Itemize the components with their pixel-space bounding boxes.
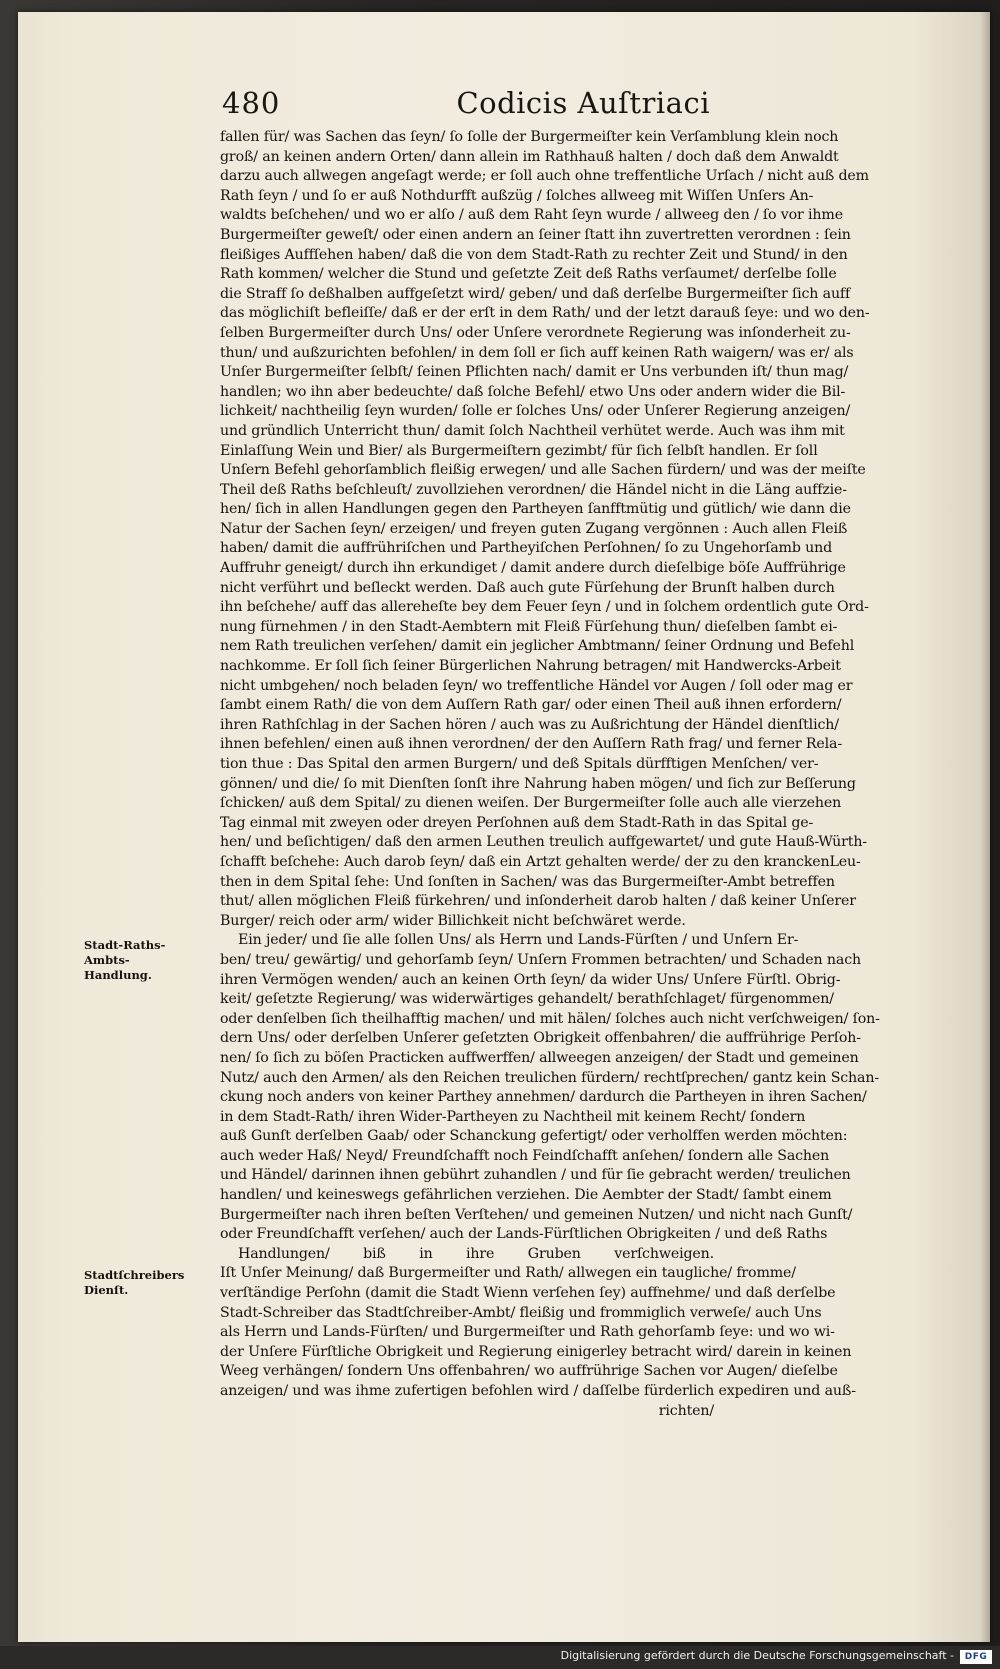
text-line: ſelben Burgermeiſter durch Uns/ oder Unſere verordnete Regierung was inſonderheit zu- [220, 324, 851, 341]
text-line: hen/ und beſichtigen/ daß den armen Leuthen treulich auffgewartet/ und gute Hauß-Würth- [220, 834, 867, 851]
text-line: nicht umbgehen/ noch beladen ſeyn/ wo treffentliche Händel vor Augen / ſoll oder mag er [220, 677, 853, 694]
footer-bar [0, 1646, 1000, 1669]
text-line: Nutz/ auch den Armen/ als den Reichen treulichen fürdern/ rechtſprechen/ gantz kein Schan- [220, 1069, 879, 1086]
body-text [220, 128, 880, 1421]
text-line: die Straff ſo deßhalben auffgeſetzt wird/ geben/ und daß derſelbe Burgermeiſter ſich auff [220, 285, 851, 302]
text-line: das möglichiſt befleiſſe/ daß er der erſt in dem Rath/ und der letzt darauß ſeye: und wo den- [220, 305, 870, 322]
text-line: haben/ damit die auffrühriſchen und Partheyiſchen Perſohnen/ ſo zu Ungehorſamb und [220, 540, 833, 557]
text-line: Stadt-Schreiber das Stadtſchreiber-Ambt/ fleißig und frommiglich verweſe/ auch Uns [220, 1304, 822, 1321]
text-line: in dem Stadt-Rath/ ihren Wider-Partheyen zu Nachtheil mit keinem Recht/ ſondern [220, 1108, 806, 1125]
page-number: 480 [222, 86, 281, 120]
text-line: Unſern Befehl gehorſamblich fleißig erwegen/ und alle Sachen fürdern/ und was der meiſte [220, 462, 866, 479]
text-line: lichkeit/ nachtheilig ſeyn wurden/ ſolle er ſolches Uns/ oder Unſerer Regierung anzeigen/ [220, 403, 851, 420]
text-line: hen/ ſich in allen Handlungen gegen den Partheyen ſanfftmütig und gütlich/ wie dann die [220, 501, 851, 518]
marginal-note-line: Stadtſchreibers [84, 1268, 185, 1282]
text-line: verſtändige Perſohn (damit die Stadt Wienn verſehen ſey) auffnehme/ und daß derſelbe [220, 1285, 836, 1302]
text-line: tion thue : Das Spital den armen Burgern/ und deß Spitals dürfftigen Menſchen/ ver- [220, 756, 819, 772]
text-line: richten/ [658, 1402, 714, 1419]
page-header [222, 86, 710, 126]
text-line: dern Uns/ oder derſelben Unſerer geſetzten Obrigkeit offenbahren/ die auffrührige Perſoh- [220, 1030, 861, 1047]
text-line: Rath ſeyn / und ſo er auß Nothdurfft außzüg / ſolches allweeg mit Wiſſen Unſers An- [220, 187, 814, 204]
text-line: und Händel/ darinnen ihnen gebührt zuhandlen / und für ſie gebracht werden/ treulichen [220, 1167, 851, 1184]
text-line: Iſt Unſer Meinung/ daß Burgermeiſter und Rath/ allwegen ein taugliche/ fromme/ [220, 1265, 796, 1282]
text-line: nicht verführt und beſleckt werden. Daß auch gute Fürſehung der Brunſt halben durch [220, 579, 835, 596]
text-line: anzeigen/ und was ihme zufertigen befohlen wird / daſſelbe fürderlich expediren und auß- [220, 1383, 856, 1399]
text-line: Auffruhr geneigt/ durch ihn erkundiget / damit andere durch dieſelbige böſe Auffrührige [220, 560, 846, 577]
text-line: handlen; wo ihn aber bedeuchte/ daß ſolche Befehl/ etwo Uns oder andern wider die Bil- [220, 383, 846, 400]
text-line: Weeg verhängen/ ſondern Uns offenbahren/ wo auffrührige Sachen vor Augen/ dieſelbe [220, 1363, 838, 1380]
text-line: ckung noch anders von keiner Parthey annehmen/ dardurch die Partheyen in ihren Sachen/ [220, 1089, 867, 1106]
text-line: Natur der Sachen ſeyn/ erzeigen/ und freyen guten Zugang vergönnen : Auch allen Fleiß [220, 520, 848, 537]
text-line: Burgermeiſter nach ihren beſten Verſtehen/ und gemeinen Nutzen/ und nicht nach Gunſt/ [220, 1206, 853, 1223]
text-line: ſchafft beſchehe: Auch darob ſeyn/ daß ein Artzt gehalten werde/ der zu den kranckenLeu- [220, 853, 861, 870]
text-line: ihren Vermögen wenden/ auch an keinen Orth ſeyn/ da wider Uns/ Unſere Fürſtl. Obrig- [220, 971, 841, 988]
text-line: auch weder Haß/ Neyd/ Freundſchafft noch Feindſchafft anſehen/ ſondern alle Sachen [220, 1147, 830, 1164]
text-line: Tag einmal mit zweyen oder dreyen Perſohnen auß dem Stadt-Rath in das Spital ge- [220, 814, 814, 831]
text-line: der Unſere Fürſtliche Obrigkeit und Regierung einigerley betracht wird/ darein in keinen [220, 1343, 852, 1360]
dfg-logo-icon: DFG [960, 1650, 992, 1664]
text-line: nung fürnehmen / in den Stadt-Aembtern mit Fleiß Fürſehung thun/ dieſelben ſambt ei- [220, 618, 838, 635]
text-line: thun/ und außzurichten befohlen/ in dem ſoll er ſich auff keinen Rath waigern/ was er/ als [220, 344, 854, 361]
marginal-note-line: Dienſt. [84, 1283, 129, 1297]
marginal-note-line: Stadt-Raths-Ambts- [84, 938, 166, 967]
text-line: fallen für/ was Sachen das ſeyn/ ſo ſolle der Burgermeiſter kein Verſamblung klein noch [220, 129, 839, 145]
text-line: ſchicken/ auß dem Spital/ zu dienen weiſen. Der Burgermeiſter ſolle auch alle vierzehen [220, 795, 842, 812]
text-line: then in dem Spital ſehe: Und ſonſten in Sachen/ was das Burgermeiſter-Ambt betreffen [220, 873, 835, 890]
text-line: handlen/ und keineswegs gefährlichen verziehen. Die Aembter der Stadt/ ſambt einem [220, 1187, 832, 1204]
text-line: nem Rath treulichen verſehen/ damit ein jeglicher Ambtmann/ ſeiner Ordnung und Befehl [220, 638, 855, 655]
page-edge-shadow [980, 12, 990, 1642]
marginal-note-stadtschreibers-dienst [84, 1268, 202, 1298]
text-line: ihren Rathſchlag in der Sachen hören / auch was zu Außrichtung der Händel dienſtlich/ [220, 716, 839, 733]
text-line: Ein jeder/ und ſie alle ſollen Uns/ als Herrn und Lands-Fürſten / und Unſern Er- [238, 932, 799, 949]
text-line: gönnen/ und die/ ſo mit Dienſten ſonſt ihre Nahrung haben mögen/ und ſich zur Beſſerung [220, 775, 856, 792]
text-line: auß Gunſt derſelben Gaab/ oder Schanckung gefertigt/ oder verholffen werden möchten: [220, 1128, 848, 1145]
text-line: nachkomme. Er ſoll ſich ſeiner Bürgerlichen Nahrung betragen/ mit Handwercks-Arbeit [220, 658, 841, 675]
text-line: Handlungen/ biß in ihre Gruben verſchweigen. [238, 1245, 714, 1262]
text-line: nen/ ſo ſich zu böſen Practicken auffwerffen/ allweegen anzeigen/ der Stadt und gemeinen [220, 1049, 859, 1066]
text-line: Burgermeiſter geweſt/ oder einen andern an ſeiner ſtatt ihn zuvertretten verordnen : ſein [220, 226, 851, 243]
text-line: Burger/ reich oder arm/ wider Billichkeit nicht beſchwäret werde. [220, 912, 686, 929]
text-line: groß/ an keinen andern Orten/ dann allein im Rathhauß halten / doch daß dem Anwaldt [220, 148, 839, 165]
text-line: als Herrn und Lands-Fürſten/ und Burgermeiſter und Rath gehorſamb ſeye: und wo wi- [220, 1324, 835, 1341]
digitization-credit: Digitalisierung gefördert durch die Deutsche Forschungsgemeinschaft - [560, 1649, 954, 1662]
marginal-note-line: Handlung. [84, 968, 152, 982]
text-line: oder Freundſchafft verſehen/ auch der Lands-Fürſtlichen Obrigkeiten / und deß Raths [220, 1226, 828, 1243]
text-line: keit/ geſetzte Regierung/ was widerwärtiges gehandelt/ berathſchlaget/ fürgenommen/ [220, 991, 834, 1008]
text-line: Theil deß Raths beſchleuſt/ zuvollziehen verordnen/ die Händel nicht in die Läng auffzie- [220, 481, 847, 498]
text-line: Unſer Burgermeiſter ſelbſt/ ſeinen Pflichten nach/ damit er Uns verbunden iſt/ thun mag/ [220, 364, 849, 381]
text-line: fleißiges Auffſehen haben/ daß die von dem Stadt-Rath zu rechter Zeit und Stund/ in den [220, 246, 848, 263]
text-line: ſambt einem Rath/ die von dem Auſſern Rath gar/ oder einen Theil auß ihnen erfordern/ [220, 697, 842, 714]
running-title: Codicis Auſtriaci [456, 86, 710, 120]
text-line: oder denſelben ſich theilhafftig machen/ und mit hälen/ ſolches auch nicht verſchweigen/ ſon- [220, 1010, 880, 1027]
text-line: waldts beſchehen/ und wo er alſo / auß dem Raht ſeyn wurde / allweeg den / ſo vor ihme [220, 207, 843, 224]
text-line: ihn beſchehe/ auff das allereheſte bey dem Feuer ſeyn / und in ſolchem ordentlich gute Ord- [220, 599, 869, 616]
text-line: Rath kommen/ welcher die Stund und geſetzte Zeit deß Raths verſaumet/ derſelbe ſolle [220, 266, 837, 283]
text-line: darzu auch allwegen angeſagt werde; er ſoll auch ohne treffentliche Urſach / nicht auß dem [220, 168, 869, 185]
text-line: und gründlich Unterricht thun/ damit ſolch Nachtheil verhütet werde. Auch was ihm mit [220, 422, 845, 439]
marginal-note-stadt-raths-ambts-handlung [84, 938, 202, 983]
text-line: ihnen befehlen/ einen auß ihnen verordnen/ der den Auſſern Rath frag/ und ferner Rela- [220, 736, 842, 753]
text-line: thut/ allen möglichen Fleiß fürkehren/ und inſonderheit darob halten / daß keiner Unſerer [220, 893, 856, 910]
text-line: Einlaſſung Wein und Bier/ als Burgermeiſtern gezimbt/ für ſich ſelbſt handlen. Er ſoll [220, 442, 818, 459]
text-line: ben/ treu/ gewärtig/ und gehorſamb ſeyn/ Unſern Frommen betrachten/ und Schaden nach [220, 951, 861, 968]
